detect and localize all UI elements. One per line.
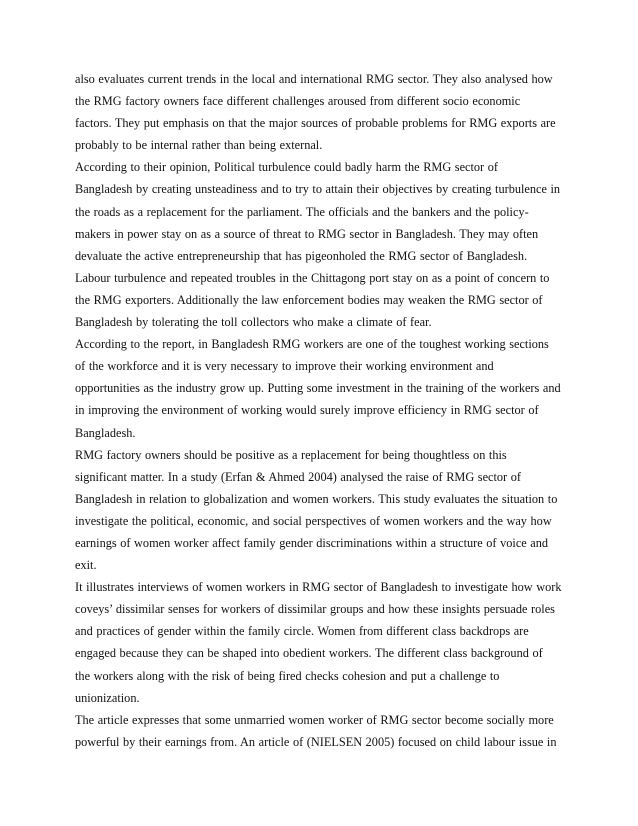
- text-line: factors. They put emphasis on that the major sources of probable problems for RMG exports are: [75, 116, 556, 131]
- text-line: coveys’ dissimilar senses for workers of dissimilar groups and how these insights persuade roles: [75, 602, 555, 617]
- text-line: the RMG exporters. Additionally the law enforcement bodies may weaken the RMG sector of: [75, 292, 543, 307]
- text-line: significant matter. In a study (Erfan & Ahmed 2004) analysed the raise of RMG sector of: [75, 469, 521, 484]
- text-line: Labour turbulence and repeated troubles in the Chittagong port stay on as a point of concern to: [75, 270, 550, 285]
- text-line: and practices of gender within the family circle. Women from different class backdrops are: [75, 624, 529, 639]
- text-line: makers in power stay on as a source of threat to RMG sector in Bangladesh. They may often: [75, 226, 539, 241]
- text-line: According to their opinion, Political turbulence could badly harm the RMG sector of: [75, 160, 498, 175]
- text-line: investigate the political, economic, and social perspectives of women workers and the way how: [75, 513, 552, 528]
- text-line: Bangladesh by creating unsteadiness and to try to attain their objectives by creating turbulence in: [75, 182, 561, 197]
- text-line: the roads as a replacement for the parliament. The officials and the bankers and the policy-: [75, 204, 529, 219]
- text-line: earnings of women worker affect family gender discriminations within a structure of voice and: [75, 535, 549, 550]
- text-line: the RMG factory owners face different challenges aroused from different socio economic: [75, 94, 521, 109]
- text-line: engaged because they can be shaped into obedient workers. The different class background of: [75, 646, 543, 661]
- text-line: devaluate the active entrepreneurship that has pigeonholed the RMG sector of Bangladesh.: [75, 248, 528, 263]
- text-line: exit.: [75, 558, 97, 573]
- text-line: of the workforce and it is very necessary to improve their working environment and: [75, 359, 494, 374]
- text-line: The article expresses that some unmarried women worker of RMG sector become socially more: [75, 712, 554, 727]
- text-line: probably to be internal rather than being external.: [75, 138, 323, 153]
- text-line: also evaluates current trends in the local and international RMG sector. They also analysed how: [75, 72, 553, 86]
- text-line: unionization.: [75, 690, 140, 705]
- text-line: in improving the environment of working would surely improve efficiency in RMG sector of: [75, 403, 539, 418]
- body-text: [75, 68, 565, 753]
- text-line: It illustrates interviews of women workers in RMG sector of Bangladesh to investigate how work: [75, 580, 562, 595]
- text-line: opportunities as the industry grow up. Putting some investment in the training of the workers and: [75, 381, 561, 396]
- text-line: powerful by their earnings from. An article of (NIELSEN 2005) focused on child labour issue in: [75, 734, 557, 749]
- text-line: According to the report, in Bangladesh RMG workers are one of the toughest working sections: [75, 337, 549, 352]
- text-line: RMG factory owners should be positive as a replacement for being thoughtless on this: [75, 447, 507, 462]
- text-line: Bangladesh in relation to globalization and women workers. This study evaluates the situation to: [75, 491, 558, 506]
- text-line: the workers along with the risk of being fired checks cohesion and put a challenge to: [75, 668, 500, 683]
- text-line: Bangladesh by tolerating the toll collectors who make a climate of fear.: [75, 315, 432, 330]
- text-line: Bangladesh.: [75, 425, 136, 440]
